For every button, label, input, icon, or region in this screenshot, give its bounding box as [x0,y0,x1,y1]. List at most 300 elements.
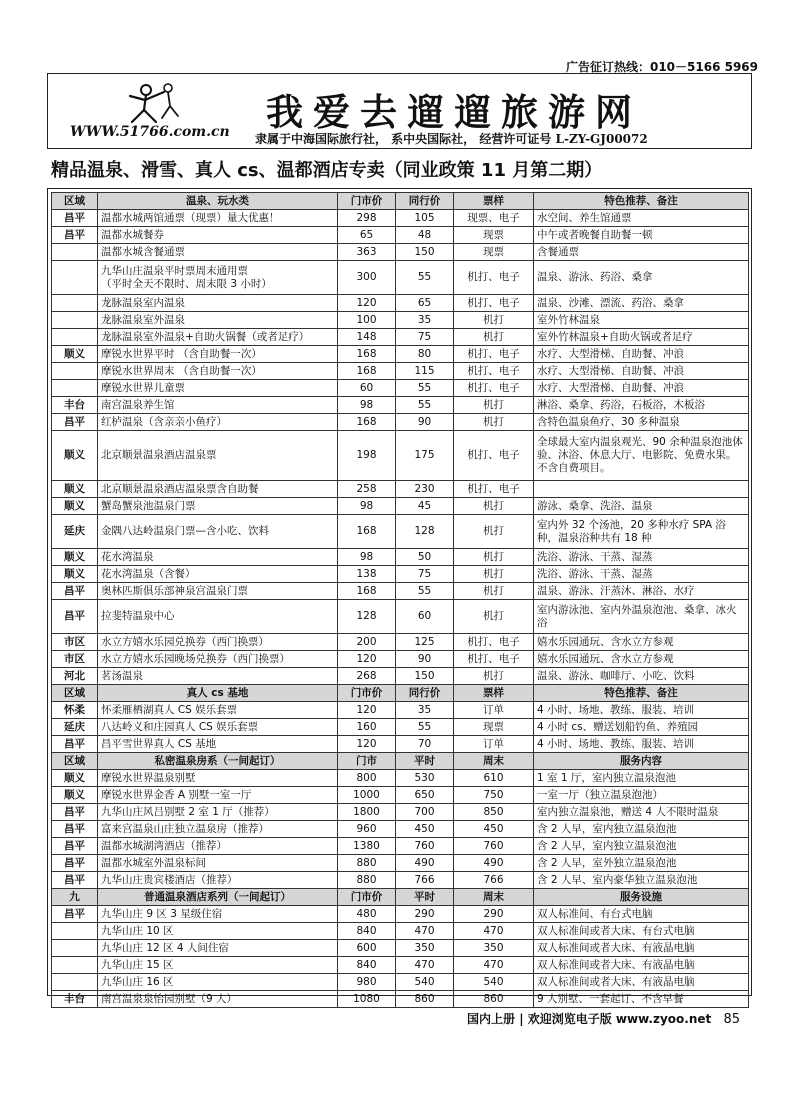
cell-region: 顺义 [52,787,98,804]
cell-item: 九华山庄 12 区 4 人间住宿 [98,940,338,957]
cell-region: 昌平 [52,227,98,244]
cell-region: 市区 [52,634,98,651]
cell-retail-price: 168 [338,515,396,549]
cell-trade-price: 128 [396,515,454,549]
cell-retail-price: 120 [338,702,396,719]
cell-retail-price: 1000 [338,787,396,804]
cell-trade-price: 70 [396,736,454,753]
license-info: 隶属于中海国际旅行社， 系中央国际社， 经营许可证号 L-ZY-GJ00072 [255,132,648,146]
cell-trade-price: 105 [396,210,454,227]
cell-trade-price: 75 [396,566,454,583]
cell-retail-price: 880 [338,872,396,889]
cell-region: 顺义 [52,566,98,583]
cell-region: 昌平 [52,838,98,855]
cell-ticket-type: 机打、电子 [454,481,534,498]
cell-notes: 含特色温泉鱼疗、30 多种温泉 [534,414,749,431]
table-row [52,227,749,244]
cell-ticket-type: 540 [454,974,534,991]
cell-trade-price: 75 [396,329,454,346]
cell-notes: 含 2 人早、室内豪华独立温泉泡池 [534,872,749,889]
table-row [52,702,749,719]
cell-trade-price: 55 [396,261,454,295]
page-title: 精品温泉、滑雪、真人 cs、温都酒店专卖（同业政策 11 月第二期） [51,160,603,181]
cell-region [52,329,98,346]
cell-ticket-type: 机打 [454,566,534,583]
cell-ticket-type: 现票 [454,244,534,261]
cell-ticket-type: 860 [454,991,534,1008]
cell-ticket-type: 766 [454,872,534,889]
cell-ticket-type: 350 [454,940,534,957]
cell-ticket-type: 机打 [454,329,534,346]
cell-ticket-type: 760 [454,838,534,855]
cell-retail-price: 60 [338,380,396,397]
cell-notes: 含 2 人早，室外独立温泉泡池 [534,855,749,872]
table-row [52,940,749,957]
cell-trade-price: 125 [396,634,454,651]
table-row [52,346,749,363]
cell-item: 摩锐水世界温泉别墅 [98,770,338,787]
cell-region [52,957,98,974]
table-header-row [52,193,749,210]
cell-ticket-type: 现票、电子 [454,210,534,227]
cell-region: 顺义 [52,498,98,515]
cell-retail-price: 1080 [338,991,396,1008]
cell-ticket-type: 机打 [454,414,534,431]
cell-trade-price: 350 [396,940,454,957]
cell-item: 南宫温泉泉怡园别墅（9 人） [98,991,338,1008]
cell-retail-price: 600 [338,940,396,957]
cell-trade-price: 290 [396,906,454,923]
cell-ticket-type: 订单 [454,736,534,753]
table-row [52,431,749,481]
cell-trade-price: 700 [396,804,454,821]
cell-notes: 水疗、大型滑梯、自助餐、冲浪 [534,380,749,397]
page-footer [467,1010,740,1027]
cell-region: 昌平 [52,906,98,923]
header-notes: 特色推荐、备注 [534,685,749,702]
table-row [52,244,749,261]
header-ticket-type: 票样 [454,685,534,702]
cell-region: 丰台 [52,991,98,1008]
table-row [52,515,749,549]
cell-notes: 双人标准间、有台式电脑 [534,906,749,923]
table-header-row [52,889,749,906]
cell-item: 花水湾温泉 [98,549,338,566]
cell-notes: 嬉水乐园通玩、含水立方参观 [534,634,749,651]
cell-region: 顺义 [52,770,98,787]
cell-ticket-type: 现票 [454,719,534,736]
cell-trade-price: 490 [396,855,454,872]
cell-region: 怀柔 [52,702,98,719]
table-row [52,957,749,974]
cell-retail-price: 840 [338,957,396,974]
cell-trade-price: 150 [396,668,454,685]
cell-item: 北京顺景温泉酒店温泉票 [98,431,338,481]
table-row [52,668,749,685]
cell-retail-price: 268 [338,668,396,685]
cell-region [52,923,98,940]
table-row [52,821,749,838]
table-row [52,923,749,940]
cell-item: 红栌温泉（含亲亲小鱼疗） [98,414,338,431]
cell-item: 花水湾温泉（含餐） [98,566,338,583]
cell-retail-price: 168 [338,363,396,380]
cell-retail-price: 120 [338,651,396,668]
table-row [52,855,749,872]
cell-notes: 游泳、桑拿、洗浴、温泉 [534,498,749,515]
cell-notes: 双人标准间或者大床、有液晶电脑 [534,957,749,974]
cell-trade-price: 55 [396,719,454,736]
header-trade-price: 同行价 [396,193,454,210]
cell-notes: 淋浴、桑拿、药浴，石板浴，木板浴 [534,397,749,414]
cell-ticket-type: 机打 [454,583,534,600]
table-row [52,736,749,753]
header-ticket-type: 周末 [454,889,534,906]
cell-region: 昌平 [52,414,98,431]
cell-trade-price: 760 [396,838,454,855]
cell-ticket-type: 机打、电子 [454,634,534,651]
cell-retail-price: 98 [338,498,396,515]
cell-region: 延庆 [52,719,98,736]
table-row [52,363,749,380]
cell-ticket-type: 订单 [454,702,534,719]
table-row [52,974,749,991]
cell-retail-price: 120 [338,295,396,312]
cell-notes: 室外竹林温泉+自助火锅或者足疗 [534,329,749,346]
cell-item: 蟹岛蟹泉池温泉门票 [98,498,338,515]
header-item: 温泉、玩水类 [98,193,338,210]
cell-retail-price: 65 [338,227,396,244]
cell-trade-price: 650 [396,787,454,804]
cell-retail-price: 98 [338,397,396,414]
header-trade-price: 同行价 [396,685,454,702]
cell-trade-price: 175 [396,431,454,481]
cell-region: 顺义 [52,549,98,566]
table-row [52,261,749,295]
ad-hotline: 广告征订热线：010－5166 5969 [565,60,758,74]
cell-ticket-type: 机打 [454,600,534,634]
table-row [52,991,749,1008]
table-row [52,380,749,397]
table-row [52,583,749,600]
cell-item: 温都水城两馆通票（现票）量大优惠！ [98,210,338,227]
cell-retail-price: 128 [338,600,396,634]
table-row [52,634,749,651]
header-region: 区域 [52,193,98,210]
cell-ticket-type: 机打 [454,498,534,515]
cell-item: 南宫温泉养生馆 [98,397,338,414]
cell-region: 昌平 [52,821,98,838]
cell-retail-price: 100 [338,312,396,329]
table-header-row [52,685,749,702]
cell-notes: 双人标准间或者大床、有液晶电脑 [534,940,749,957]
header-item: 真人 cs 基地 [98,685,338,702]
cell-trade-price: 50 [396,549,454,566]
cell-item: 九华山庄贵宾楼酒店（推荐） [98,872,338,889]
cell-notes: 含 2 人早，室内独立温泉泡池 [534,838,749,855]
cell-item: 龙脉温泉室外温泉 [98,312,338,329]
table-row [52,651,749,668]
header-retail-price: 门市价 [338,193,396,210]
cell-item: 九华山庄 16 区 [98,974,338,991]
cell-notes: 双人标准间或者大床、有液晶电脑 [534,974,749,991]
cell-retail-price: 980 [338,974,396,991]
table-row [52,838,749,855]
cell-item: 九华山庄 15 区 [98,957,338,974]
price-table-frame [47,188,752,1005]
header-retail-price: 门市价 [338,685,396,702]
cell-region [52,363,98,380]
cell-item: 奥林匹斯俱乐部神泉宫温泉门票 [98,583,338,600]
cell-region: 顺义 [52,346,98,363]
cell-notes: 9 人别墅、一套起订、不含早餐 [534,991,749,1008]
cell-trade-price: 230 [396,481,454,498]
cell-region [52,940,98,957]
table-row [52,210,749,227]
header-item: 私密温泉房系（一间起订） [98,753,338,770]
cell-retail-price: 198 [338,431,396,481]
cell-ticket-type: 机打、电子 [454,346,534,363]
cell-retail-price: 98 [338,549,396,566]
header-notes: 服务设施 [534,889,749,906]
cell-trade-price: 80 [396,346,454,363]
table-row [52,906,749,923]
cell-item: 温都水城湖湾酒店（推荐） [98,838,338,855]
cell-region: 顺义 [52,431,98,481]
cell-retail-price: 363 [338,244,396,261]
cell-trade-price: 470 [396,923,454,940]
cell-region [52,244,98,261]
cell-notes: 温泉、沙滩、漂流、药浴、桑拿 [534,295,749,312]
cell-item: 摩锐水世界金香 A 别墅一室一厅 [98,787,338,804]
header-region: 区域 [52,685,98,702]
cell-region: 昌平 [52,736,98,753]
header-region: 九 [52,889,98,906]
cell-region: 河北 [52,668,98,685]
cell-item: 昌平雪世界真人 CS 基地 [98,736,338,753]
cell-notes: 室外竹林温泉 [534,312,749,329]
cell-item: 龙脉温泉室外温泉+自助火锅餐（或者足疗） [98,329,338,346]
cell-ticket-type: 机打 [454,515,534,549]
cell-ticket-type: 机打、电子 [454,651,534,668]
cell-notes: 水疗、大型滑梯、自助餐、冲浪 [534,346,749,363]
cell-trade-price: 530 [396,770,454,787]
cell-ticket-type: 机打、电子 [454,261,534,295]
cell-retail-price: 258 [338,481,396,498]
cell-notes: 温泉、游泳、咖啡厅、小吃、饮料 [534,668,749,685]
cell-trade-price: 450 [396,821,454,838]
cell-ticket-type: 490 [454,855,534,872]
cell-retail-price: 148 [338,329,396,346]
cell-trade-price: 90 [396,651,454,668]
cell-item: 摩锐水世界平时 （含自助餐一次） [98,346,338,363]
cell-notes: 水空间、养生馆通票 [534,210,749,227]
cell-ticket-type: 机打 [454,397,534,414]
cell-item: 摩锐水世界儿童票 [98,380,338,397]
cell-region: 昌平 [52,855,98,872]
cell-notes: 水疗、大型滑梯、自助餐、冲浪 [534,363,749,380]
cell-item: 金隅八达岭温泉门票—含小吃、饮料 [98,515,338,549]
table-row [52,719,749,736]
cell-ticket-type: 机打 [454,668,534,685]
table-row [52,770,749,787]
cell-region: 顺义 [52,481,98,498]
cell-ticket-type: 290 [454,906,534,923]
cell-item: 水立方嬉水乐园兑换券（西门换票） [98,634,338,651]
cell-notes: 含餐通票 [534,244,749,261]
cell-item: 北京顺景温泉酒店温泉票含自助餐 [98,481,338,498]
table-row [52,481,749,498]
cell-notes: 洗浴、游泳、干蒸、湿蒸 [534,566,749,583]
cell-ticket-type: 610 [454,770,534,787]
cell-trade-price: 150 [396,244,454,261]
cell-region: 昌平 [52,583,98,600]
brand-header [47,73,752,149]
runner-logo-icon [124,82,182,130]
cell-trade-price: 48 [396,227,454,244]
cell-notes: 全球最大室内温泉观光、90 余种温泉泡池体验、沐浴、休息大厅、电影院、免费水果。不含自费项目。 [534,431,749,481]
cell-item: 九华山庄风吕别墅 2 室 1 厅（推荐） [98,804,338,821]
cell-item: 怀柔雁栖湖真人 CS 娱乐套票 [98,702,338,719]
cell-item: 八达岭义和庄园真人 CS 娱乐套票 [98,719,338,736]
table-header-row [52,753,749,770]
cell-notes: 室内外 32 个汤池，20 多种水疗 SPA 浴种，温泉浴种共有 18 种 [534,515,749,549]
cell-ticket-type: 470 [454,923,534,940]
cell-ticket-type: 机打、电子 [454,295,534,312]
cell-notes: 温泉、游泳、汗蒸沐、淋浴、水疗 [534,583,749,600]
cell-trade-price: 766 [396,872,454,889]
cell-retail-price: 160 [338,719,396,736]
table-row [52,397,749,414]
cell-retail-price: 200 [338,634,396,651]
cell-notes: 嬉水乐园通玩、含水立方参观 [534,651,749,668]
table-row [52,566,749,583]
cell-trade-price: 540 [396,974,454,991]
cell-trade-price: 65 [396,295,454,312]
cell-region: 延庆 [52,515,98,549]
table-row [52,872,749,889]
cell-notes: 1 室 1 厅，室内独立温泉泡池 [534,770,749,787]
cell-region [52,974,98,991]
cell-item: 摩锐水世界周末 （含自助餐一次） [98,363,338,380]
cell-item: 九华山庄温泉平时票周末通用票 （平时全天不限时、周末限 3 小时） [98,261,338,295]
header-notes: 服务内容 [534,753,749,770]
cell-item: 九华山庄 9 区 3 星级住宿 [98,906,338,923]
header-retail-price: 门市 [338,753,396,770]
cell-notes: 4 小时、场地、教练、服装、培训 [534,702,749,719]
cell-notes: 洗浴、游泳、干蒸、湿蒸 [534,549,749,566]
cell-retail-price: 298 [338,210,396,227]
cell-trade-price: 115 [396,363,454,380]
cell-retail-price: 880 [338,855,396,872]
header-trade-price: 平时 [396,889,454,906]
cell-retail-price: 168 [338,346,396,363]
cell-retail-price: 300 [338,261,396,295]
cell-trade-price: 860 [396,991,454,1008]
cell-item: 拉斐特温泉中心 [98,600,338,634]
header-region: 区域 [52,753,98,770]
cell-item: 龙脉温泉室内温泉 [98,295,338,312]
cell-ticket-type: 450 [454,821,534,838]
cell-item: 茗汤温泉 [98,668,338,685]
table-row [52,787,749,804]
table-row [52,329,749,346]
cell-notes: 温泉、游泳、药浴、桑拿 [534,261,749,295]
cell-region: 昌平 [52,600,98,634]
cell-trade-price: 45 [396,498,454,515]
cell-ticket-type: 470 [454,957,534,974]
cell-notes [534,481,749,498]
cell-trade-price: 55 [396,397,454,414]
site-url: WWW.51766.com.cn [70,124,230,140]
cell-notes: 含 2 人早，室内独立温泉泡池 [534,821,749,838]
cell-retail-price: 168 [338,414,396,431]
cell-region: 昌平 [52,210,98,227]
cell-ticket-type: 750 [454,787,534,804]
brand-name: 我爱去遛遛旅游网 [266,90,642,134]
cell-retail-price: 1380 [338,838,396,855]
cell-trade-price: 55 [396,583,454,600]
cell-ticket-type: 机打、电子 [454,431,534,481]
price-table [51,192,749,1008]
cell-region: 昌平 [52,872,98,889]
table-row [52,312,749,329]
cell-trade-price: 90 [396,414,454,431]
header-ticket-type: 票样 [454,193,534,210]
cell-retail-price: 960 [338,821,396,838]
cell-region [52,312,98,329]
cell-trade-price: 55 [396,380,454,397]
cell-notes: 室内独立温泉池，赠送 4 人不限时温泉 [534,804,749,821]
cell-retail-price: 138 [338,566,396,583]
cell-item: 温都水城室外温泉标间 [98,855,338,872]
cell-item: 温都水城餐券 [98,227,338,244]
header-trade-price: 平时 [396,753,454,770]
cell-notes: 中午或者晚餐自助餐一顿 [534,227,749,244]
header-item: 普通温泉酒店系列（一间起订） [98,889,338,906]
cell-ticket-type: 机打、电子 [454,380,534,397]
table-row [52,600,749,634]
cell-region [52,261,98,295]
table-row [52,804,749,821]
cell-item: 水立方嬉水乐园晚场兑换券（西门换票） [98,651,338,668]
cell-item: 九华山庄 10 区 [98,923,338,940]
table-row [52,498,749,515]
cell-trade-price: 35 [396,312,454,329]
cell-item: 富来宫温泉山庄独立温泉房（推荐） [98,821,338,838]
table-row [52,295,749,312]
cell-trade-price: 60 [396,600,454,634]
cell-region: 昌平 [52,804,98,821]
cell-region: 市区 [52,651,98,668]
cell-notes: 4 小时、场地、教练、服装、培训 [534,736,749,753]
cell-region [52,295,98,312]
footer-text: 国内上册 | 欢迎浏览电子版 www.zyoo.net [467,1012,712,1026]
cell-ticket-type: 机打 [454,549,534,566]
cell-retail-price: 120 [338,736,396,753]
table-row [52,549,749,566]
cell-ticket-type: 现票 [454,227,534,244]
cell-notes: 室内游泳池、室内外温泉泡池、桑拿、冰火浴 [534,600,749,634]
cell-item: 温都水城含餐通票 [98,244,338,261]
cell-retail-price: 840 [338,923,396,940]
header-retail-price: 门市价 [338,889,396,906]
cell-notes: 一室一厅（独立温泉泡池） [534,787,749,804]
cell-notes: 4 小时 cs、赠送划船钓鱼、养殖园 [534,719,749,736]
cell-ticket-type: 850 [454,804,534,821]
cell-trade-price: 470 [396,957,454,974]
cell-retail-price: 1800 [338,804,396,821]
